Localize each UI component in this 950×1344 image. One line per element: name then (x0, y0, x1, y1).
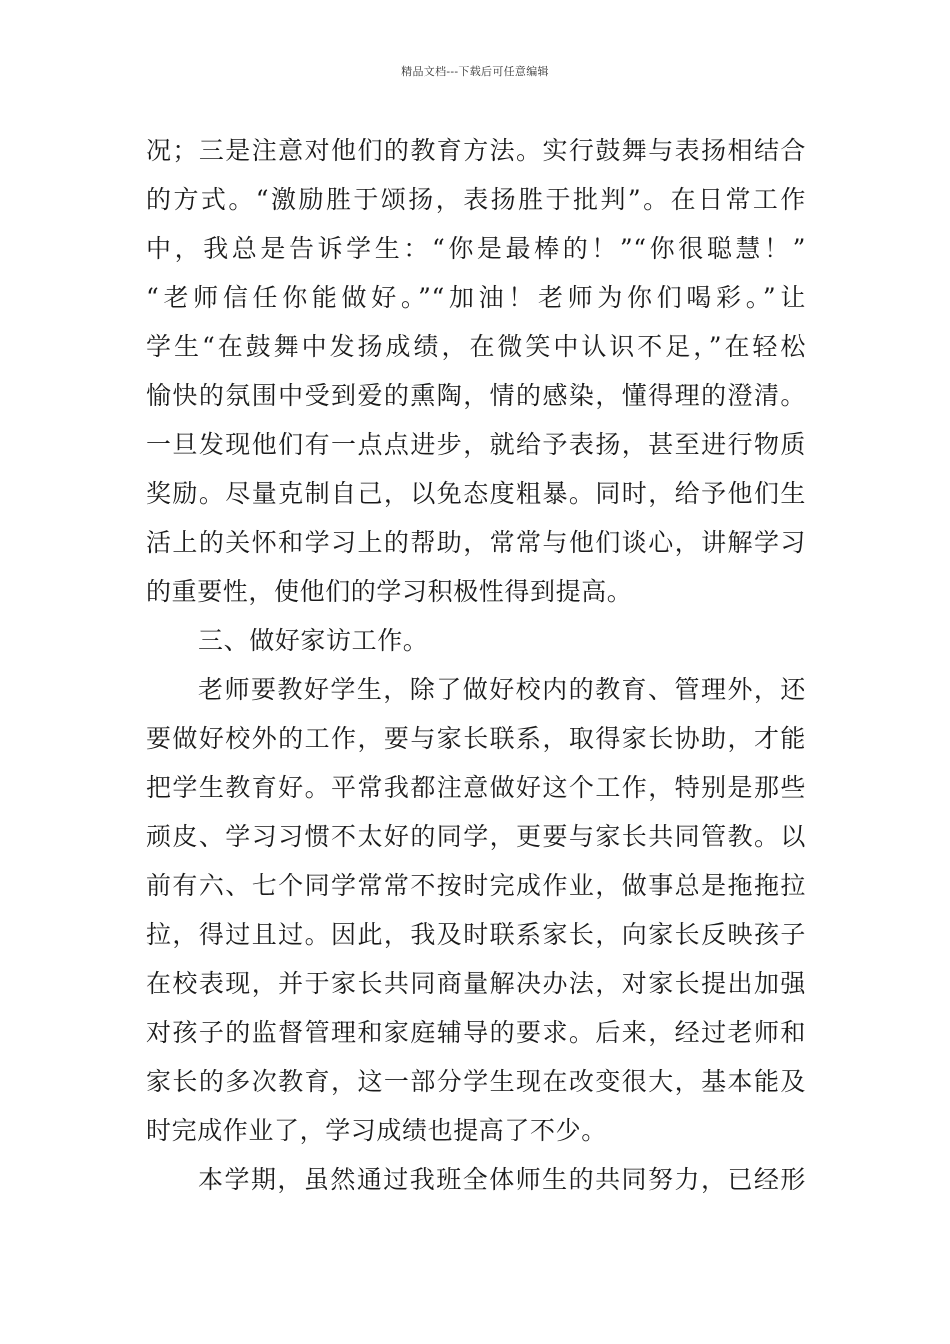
text-line: 在校表现，并于家长共同商量解决办法，对家长提出加强 (146, 969, 806, 998)
text-line: 顽皮、学习习惯不太好的同学，更要与家长共同管教。以 (146, 822, 806, 851)
text-line: “老师信任你能做好。”“加油！老师为你们喝彩。”让 (146, 283, 806, 312)
section-heading: 三、做好家访工作。 (198, 626, 429, 655)
paragraph-first-line: 本学期，虽然通过我班全体师生的共同努力，已经形 (198, 1165, 806, 1194)
text-line: 中，我总是告诉学生：“你是最棒的！”“你很聪慧！” (146, 234, 806, 263)
text-line: 的重要性，使他们的学习积极性得到提高。 (146, 577, 633, 606)
text-line: 活上的关怀和学习上的帮助，常常与他们谈心，讲解学习 (146, 528, 806, 557)
text-line: 要做好校外的工作，要与家长联系，取得家长协助，才能 (146, 724, 806, 753)
text-line: 况；三是注意对他们的教育方法。实行鼓舞与表扬相结合 (146, 136, 806, 165)
text-line: 家长的多次教育，这一部分学生现在改变很大，基本能及 (146, 1067, 806, 1096)
text-line: 一旦发现他们有一点点进步，就给予表扬，甚至进行物质 (146, 430, 806, 459)
text-line: 拉，得过且过。因此，我及时联系家长，向家长反映孩子 (146, 920, 806, 949)
text-line: 愉快的氛围中受到爱的熏陶，情的感染，懂得理的澄清。 (146, 381, 806, 410)
text-line: 对孩子的监督管理和家庭辅导的要求。后来，经过老师和 (146, 1018, 806, 1047)
document-body (146, 126, 806, 1204)
page-header: 精品文档---下载后可任意编辑 (401, 65, 549, 78)
text-line: 时完成作业了，学习成绩也提高了不少。 (146, 1116, 607, 1145)
paragraph-first-line: 老师要教好学生，除了做好校内的教育、管理外，还 (198, 675, 806, 704)
text-line: 前有六、七个同学常常不按时完成作业，做事总是拖拖拉 (146, 871, 806, 900)
text-line: 学生“在鼓舞中发扬成绩，在微笑中认识不足，”在轻松 (146, 332, 806, 361)
text-line: 奖励。尽量克制自己，以免态度粗暴。同时，给予他们生 (146, 479, 806, 508)
text-line: 的方式。“激励胜于颂扬，表扬胜于批判”。在日常工作 (146, 185, 806, 214)
text-line: 把学生教育好。平常我都注意做好这个工作，特别是那些 (146, 773, 806, 802)
